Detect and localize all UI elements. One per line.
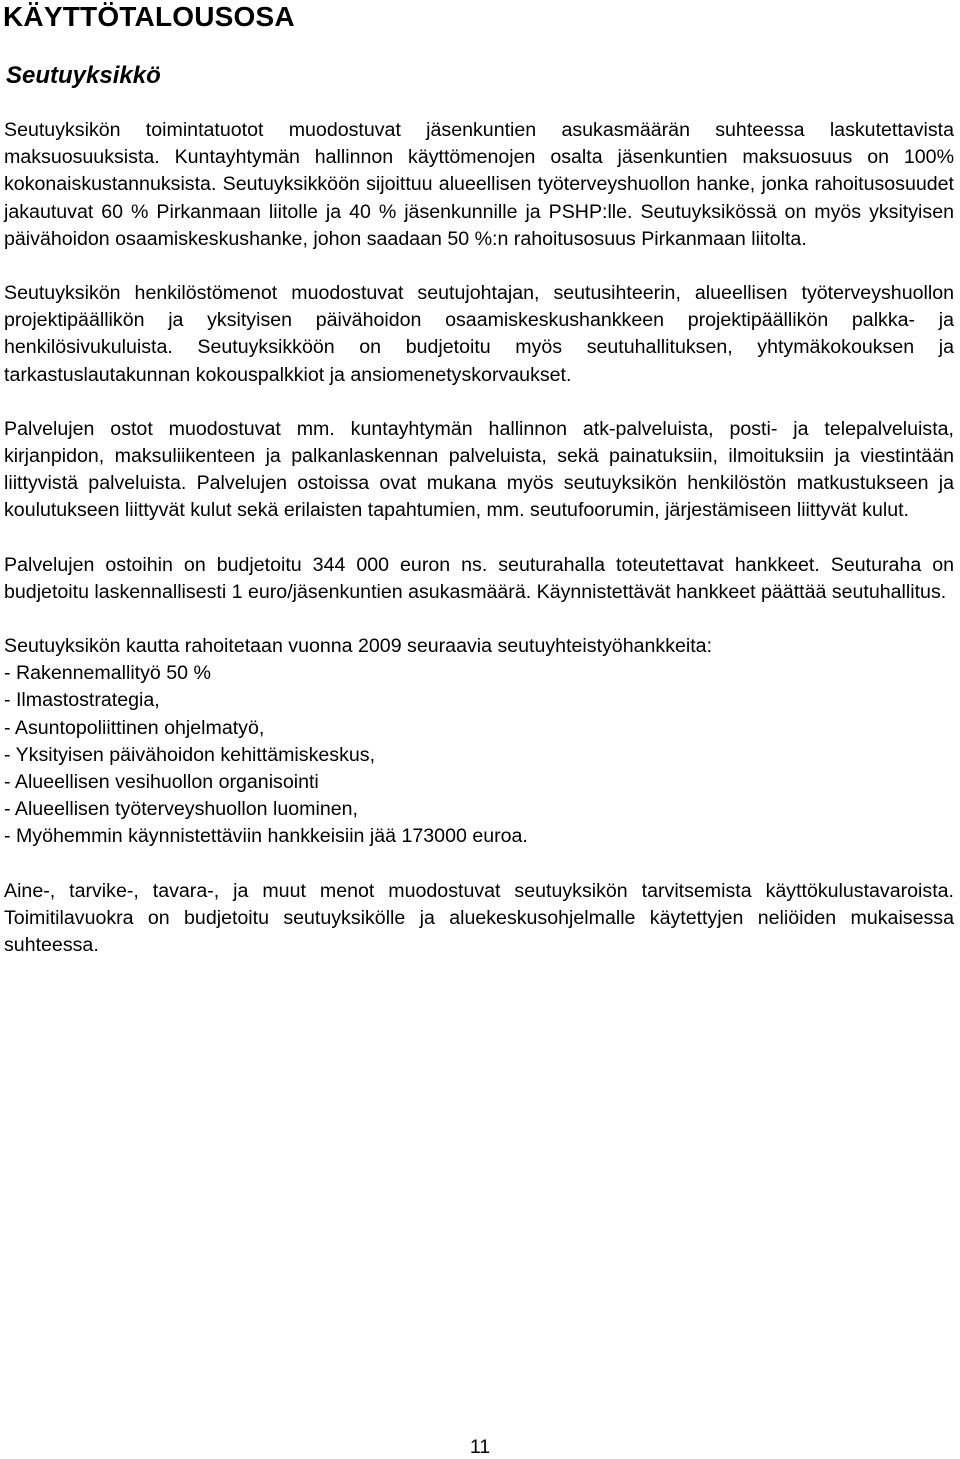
list-item: - Alueellisen vesihuollon organisointi [4,771,319,794]
paragraph-services: Palvelujen ostot muodostuvat mm. kuntayhtymän hallinnon atk-palveluista, posti- ja telepalveluista, kirjanpidon, maksuliikenteen ja palkanlaskennan palveluista, sekä painatuksiin, ilmoituksiin ja viestintään liittyvistä palveluista. Palvelujen ostoissa ovat mukana myös seutuyksikön henkilöstön matkustukseen ja koulutukseen liittyvät kulut sekä erilaisten tapahtumien, mm. seutufoorumin, järjestämiseen liittyvät kulut. [4,417,954,522]
list-item: - Ilmastostrategia, [4,689,160,712]
section-subtitle: Seutuyksikkö [6,62,161,89]
projects-list [4,660,954,850]
body-text [4,117,954,986]
page-title: KÄYTTÖTALOUSOSA [3,1,295,32]
list-item: - Rakennemallityö 50 % [4,662,211,685]
projects-intro: Seutuyksikön kautta rahoitetaan vuonna 2009 seuraavia seutuyhteistyöhankkeita: [4,635,713,658]
paragraph-personnel: Seutuyksikön henkilöstömenot muodostuvat seutujohtajan, seutusihteerin, alueellisen työterveyshuollon projektipäällikön ja yksityisen päivähoidon osaamiskeskushankkeen projektipäällikön palkka- ja henkilösivukuluista. Seutuyksikköön on budjetoitu myös seutuhallituksen, yhtymäkokouksen ja tarkastuslautakunnan kokouspalkkiot ja ansiomenetyskorvaukset. [4,282,954,386]
page-number: 11 [469,1436,491,1458]
paragraph-budget: Palvelujen ostoihin on budjetoitu 344 000 euron ns. seuturahalla toteutettavat hankkeet. Seuturaha on budjetoitu laskennallisesti 1 euro/jäsenkuntien asukasmäärä. Käynnistettävät hankkeet päättää seutuhallitus. [4,553,954,603]
list-item: - Alueellisen työterveyshuollon luominen, [4,798,358,821]
paragraph-supplies: Aine-, tarvike-, tavara-, ja muut menot muodostuvat seutuyksikön tarvitsemista käyttökulustavaroista. Toimitilavuokra on budjetoitu seutuyksikölle ja aluekeskusohjelmalle käytettyjen neliöiden mukaisessa suhteessa. [4,879,954,957]
list-item: - Yksityisen päivähoidon kehittämiskeskus, [4,743,376,766]
paragraph-income: Seutuyksikön toimintatuotot muodostuvat jäsenkuntien asukasmäärän suhteessa laskutettavista maksuosuuksista. Kuntayhtymän hallinnon käyttömenojen osalta jäsenkuntien maksuosuus on 100% kokonaiskustannuksista. Seutuyksikköön sijoittuu alueellisen työterveyshuollon hanke, jonka rahoitusosuudet jakautuvat 60 % Pirkanmaan liitolle ja 40 % jäsenkunnille ja PSHP:lle. Seutuyksikössä on myös yksityisen päivähoidon osaamiskeskushanke, johon saadaan 50 %:n rahoitusosuus Pirkanmaan liitolta. [4,119,954,250]
list-item: - Asuntopoliittinen ohjelmatyö, [4,716,265,739]
list-item: - Myöhemmin käynnistettäviin hankkeisiin jää 173000 euroa. [4,825,528,848]
